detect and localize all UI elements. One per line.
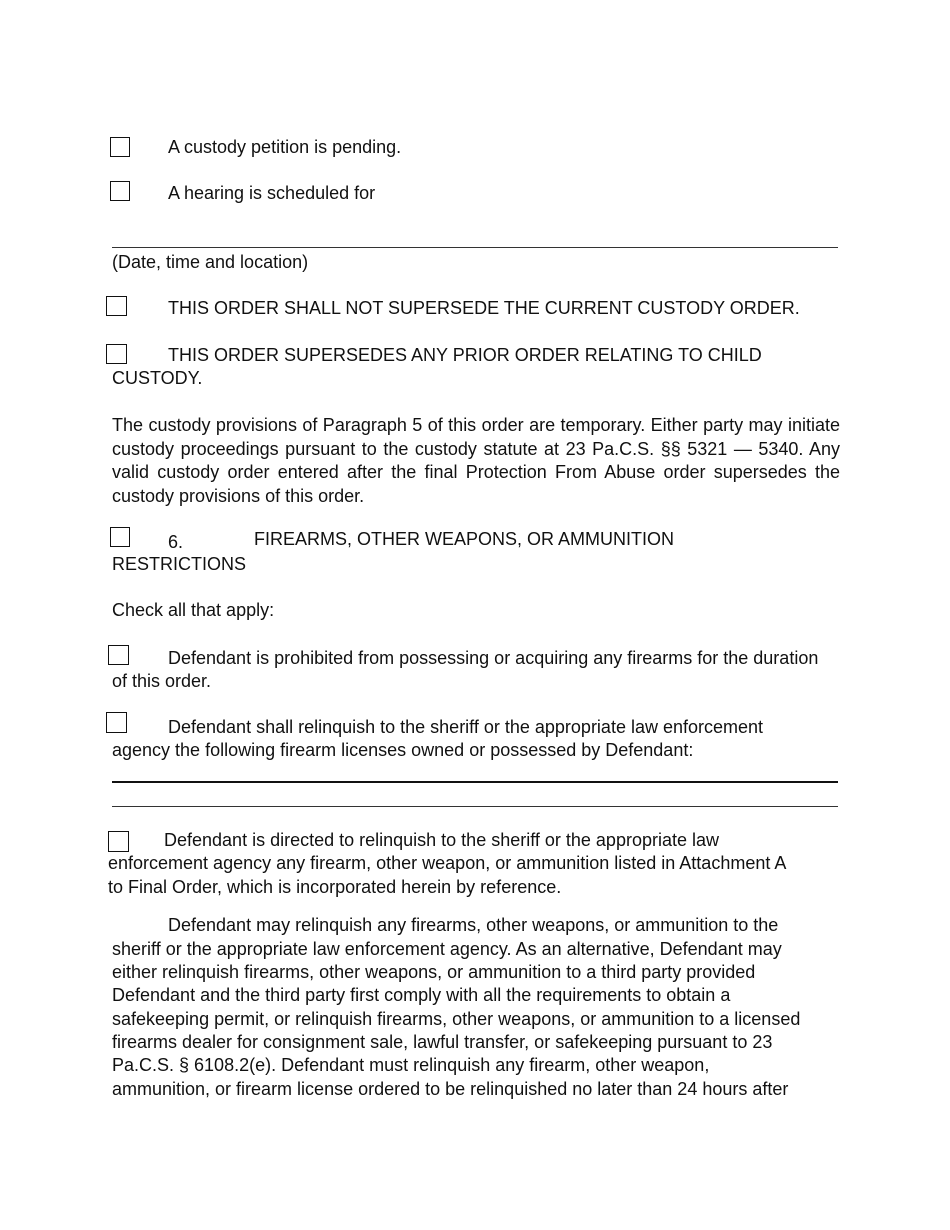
firearms-section-checkbox[interactable] [110,527,130,547]
hearing-date-line[interactable] [112,247,838,248]
attachment-checkbox[interactable] [108,831,129,852]
relinquish-line: Defendant and the third party first comply with all the requirements to obtain a [112,985,731,1005]
licenses-checkbox[interactable] [106,712,127,733]
relinquish-line: ammunition, or firearm license ordered to be relinquished no later than 24 hours after [112,1079,789,1099]
firearms-heading-line1: FIREARMS, OTHER WEAPONS, OR AMMUNITION [254,529,675,549]
hearing-scheduled-checkbox[interactable] [110,181,130,201]
section-number: 6. [168,532,184,552]
supersedes-checkbox[interactable] [106,344,127,364]
relinquish-line: safekeeping permit, or relinquish firearms, other weapons, or ammunition to a licensed [112,1009,801,1029]
attachment-text-line3: to Final Order, which is incorporated herein by reference. [108,877,562,897]
relinquish-line: Defendant may relinquish any firearms, other weapons, or ammunition to the [168,915,779,935]
attachment-text-line1: Defendant is directed to relinquish to the sheriff or the appropriate law [164,830,719,850]
hearing-scheduled-text: A hearing is scheduled for [168,183,376,203]
licenses-text-line2: agency the following firearm licenses owned or possessed by Defendant: [112,740,694,760]
supersedes-text-line1: THIS ORDER SUPERSEDES ANY PRIOR ORDER RELATING TO CHILD [168,345,762,365]
prohibited-text-line1: Defendant is prohibited from possessing or acquiring any firearms for the duration [168,648,819,668]
prohibited-text-line2: of this order. [112,671,212,691]
date-caption: (Date, time and location) [112,252,309,272]
custody-petition-text: A custody petition is pending. [168,137,402,157]
licenses-entry-line-1[interactable] [112,781,838,783]
prohibited-checkbox[interactable] [108,645,129,665]
attachment-text-line2: enforcement agency any firearm, other weapon, or ammunition listed in Attachment A [108,853,787,873]
relinquish-line: firearms dealer for consignment sale, lawful transfer, or safekeeping pursuant to 23 [112,1032,773,1052]
check-all-instruction: Check all that apply: [112,600,275,620]
licenses-entry-line-2[interactable] [112,806,838,807]
relinquish-line: Pa.C.S. § 6108.2(e). Defendant must relinquish any firearm, other weapon, [112,1055,710,1075]
relinquish-line: either relinquish firearms, other weapons, or ammunition to a third party provided [112,962,756,982]
custody-temporary-paragraph: The custody provisions of Paragraph 5 of this order are temporary. Either party may initiate custody proceedings pursuant to the custody statute at 23 Pa.C.S. §§ 5321 — 5340. Any valid custody order entered after the final Protection From Abuse order supersedes the custody provisions of this order. [112,415,840,506]
custody-petition-checkbox[interactable] [110,137,130,157]
firearms-heading-line2: RESTRICTIONS [112,554,247,574]
relinquish-line: sheriff or the appropriate law enforcement agency. As an alternative, Defendant may [112,939,782,959]
supersedes-text-line2: CUSTODY. [112,368,203,388]
not-supersede-text: THIS ORDER SHALL NOT SUPERSEDE THE CURRENT CUSTODY ORDER. [168,298,800,318]
not-supersede-checkbox[interactable] [106,296,127,316]
licenses-text-line1: Defendant shall relinquish to the sheriff or the appropriate law enforcement [168,717,764,737]
